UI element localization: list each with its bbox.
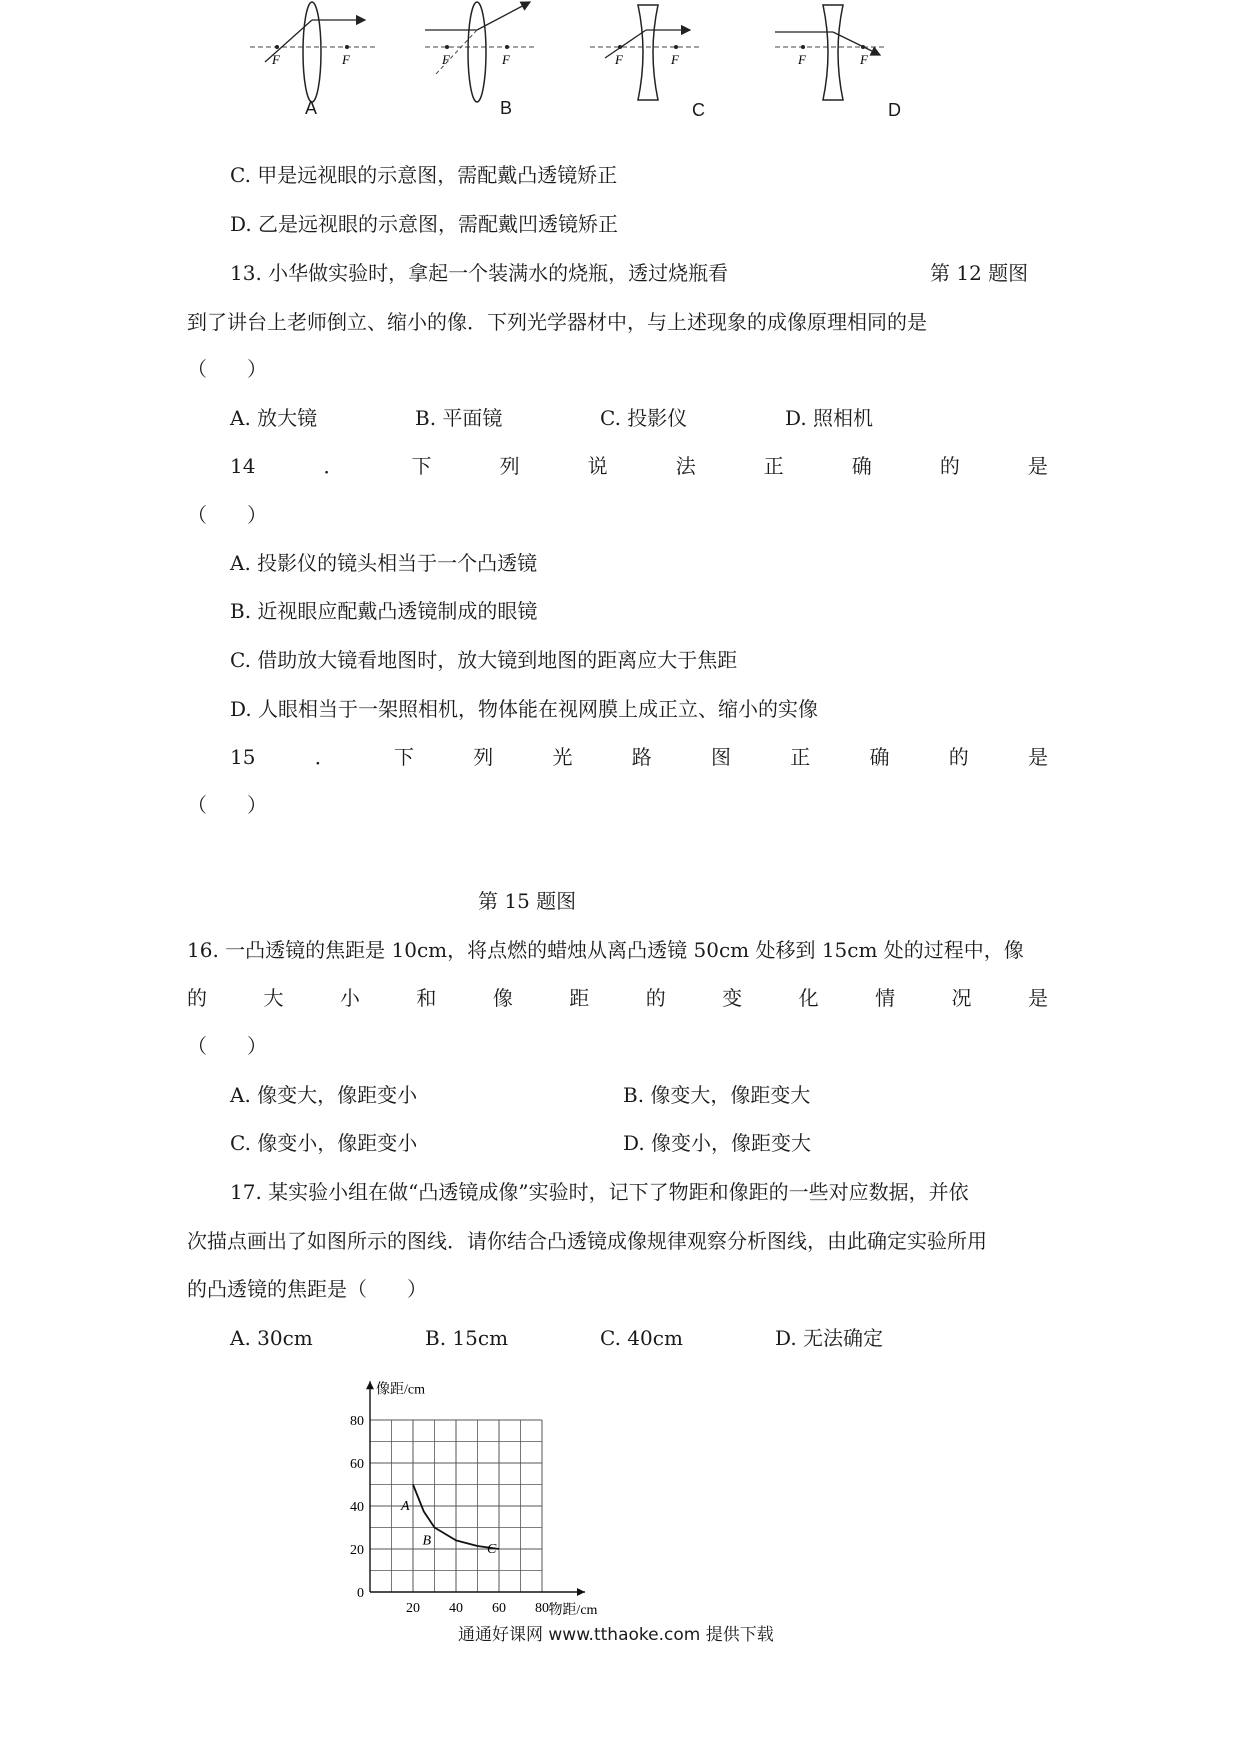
q14-option-c: C. 借助放大镜看地图时，放大镜到地图的距离应大于焦距: [230, 648, 738, 672]
q17-option-a: A. 30cm: [230, 1326, 313, 1350]
q16-word: 像: [492, 986, 513, 1010]
q14-word: 确: [851, 454, 872, 478]
q16-option-b: B. 像变大，像距变大: [623, 1083, 811, 1107]
q16-word: 化: [798, 986, 819, 1010]
q16-word: 的: [645, 986, 666, 1010]
q15-word: 是: [1027, 745, 1048, 769]
q16-word: 况: [951, 986, 972, 1010]
x-tick-label: 80: [535, 1601, 549, 1616]
x-axis-label: 物距/cm: [548, 1603, 598, 1618]
q15-word: 15: [230, 745, 256, 769]
q15-word: 下: [393, 745, 414, 769]
q15-paren: （ ）: [187, 793, 267, 817]
lens-label-b: B: [500, 98, 513, 118]
q16-word: 情: [875, 986, 896, 1010]
q15-word: 列: [473, 745, 494, 769]
point-label-c: C: [487, 1542, 497, 1557]
q16-word: 的: [187, 986, 207, 1010]
y-tick-label: 60: [350, 1457, 364, 1472]
lens-diagrams: [230, 0, 950, 130]
q16-word: 小: [339, 986, 360, 1010]
y-axis-label: 像距/cm: [376, 1382, 425, 1398]
lens-label-a: A: [305, 98, 318, 118]
y-axis-arrow: [366, 1381, 374, 1389]
focal-label: F: [671, 52, 679, 67]
q13-paren: （ ）: [187, 357, 267, 381]
focal-label: F: [798, 52, 806, 67]
q14-word: 说: [587, 454, 608, 478]
q16-word: 距: [569, 986, 590, 1010]
q14-word: 的: [939, 454, 960, 478]
q14-option-d: D. 人眼相当于一架照相机，物体能在视网膜上成正立、缩小的实像: [230, 697, 819, 721]
q14-word: ．: [323, 454, 344, 478]
q16-word: 是: [1027, 986, 1048, 1010]
q16-option-d: D. 像变小，像距变大: [623, 1131, 812, 1155]
q15-word: 光: [552, 745, 573, 769]
q12-option-c: C. 甲是远视眼的示意图，需配戴凸透镜矫正: [230, 163, 618, 187]
q17-chart: [320, 1370, 640, 1620]
q14-stem: [230, 453, 1048, 479]
q14-option-b: B. 近视眼应配戴凸透镜制成的眼镜: [230, 599, 538, 623]
q13-line2: 到了讲台上老师倒立、缩小的像．下列光学器材中，与上述现象的成像原理相同的是: [187, 310, 927, 334]
point-label-b: B: [422, 1533, 432, 1549]
q16-option-c: C. 像变小，像距变小: [230, 1131, 418, 1155]
q17-line3: 的凸透镜的焦距是（ ）: [187, 1277, 427, 1301]
q16-word: 变: [722, 986, 743, 1010]
q17-option-c: C. 40cm: [600, 1326, 683, 1350]
q13-option-d: D. 照相机: [785, 406, 874, 430]
q15-word: 路: [631, 745, 652, 769]
x-tick-label: 20: [406, 1601, 420, 1616]
y-tick-label: 40: [350, 1500, 364, 1515]
q12-figure-caption: 第 12 题图: [930, 261, 1029, 285]
y-tick-label: 0: [357, 1586, 364, 1601]
q16-word: 大: [263, 986, 284, 1010]
q17-line2: 次描点画出了如图所示的图线．请你结合凸透镜成像规律观察分析图线，由此确定实验所用: [187, 1229, 987, 1253]
lens-diagram-d: [775, 5, 885, 100]
q17-line1: 17. 某实验小组在做“凸透镜成像”实验时，记下了物距和像距的一些对应数据，并依: [230, 1180, 969, 1204]
q13-option-a: A. 放大镜: [230, 406, 318, 430]
q17-option-b: B. 15cm: [425, 1326, 509, 1350]
q14-word: 14: [230, 454, 256, 478]
y-tick-label: 80: [350, 1414, 364, 1429]
q14-word: 正: [763, 454, 784, 478]
q14-word: 是: [1027, 454, 1048, 478]
q13-line1: 13. 小华做实验时，拿起一个装满水的烧瓶，透过烧瓶看: [230, 261, 729, 285]
footer-text: 通通好课网 www.tthaoke.com 提供下载: [458, 1625, 774, 1645]
focal-label: F: [615, 52, 623, 67]
point-label-a: A: [401, 1499, 410, 1514]
focal-label: F: [342, 52, 350, 67]
q14-paren: （ ）: [187, 503, 267, 527]
q12-option-d: D. 乙是远视眼的示意图，需配戴凹透镜矫正: [230, 212, 619, 236]
q15-word: 图: [710, 745, 731, 769]
q13-option-c: C. 投影仪: [600, 406, 688, 430]
x-tick-label: 60: [492, 1601, 506, 1616]
x-axis-arrow: [577, 1588, 585, 1596]
q15-word: 确: [869, 745, 890, 769]
q16-line1: 16. 一凸透镜的焦距是 10cm，将点燃的蜡烛从离凸透镜 50cm 处移到 15cm 处的过程中，像: [187, 938, 1024, 962]
q13-option-b: B. 平面镜: [415, 406, 503, 430]
q14-word: 下: [411, 454, 432, 478]
q15-figure-caption: 第 15 题图: [478, 889, 577, 913]
q15-word: 的: [948, 745, 969, 769]
lens-label-d: D: [888, 100, 901, 120]
focal-label: F: [860, 52, 868, 67]
lens-diagram-a: [250, 2, 375, 102]
q16-paren: （ ）: [187, 1034, 267, 1058]
q14-word: 列: [499, 454, 520, 478]
q14-option-a: A. 投影仪的镜头相当于一个凸透镜: [230, 551, 538, 575]
q17-option-d: D. 无法确定: [775, 1326, 884, 1350]
q15-word: ．: [314, 745, 335, 769]
focal-label: F: [272, 52, 280, 67]
q15-stem: [230, 744, 1048, 770]
q16-stem: [187, 985, 1048, 1011]
x-tick-label: 40: [449, 1601, 463, 1616]
focal-label: F: [502, 52, 510, 67]
q16-word: 和: [416, 986, 437, 1010]
lens-diagram-b: [425, 2, 535, 102]
y-tick-label: 20: [350, 1543, 364, 1558]
q15-word: 正: [790, 745, 811, 769]
focal-label: F: [442, 52, 450, 67]
lens-label-c: C: [692, 100, 705, 120]
lens-diagram-c: [590, 5, 700, 100]
q16-option-a: A. 像变大，像距变小: [230, 1083, 418, 1107]
q14-word: 法: [675, 454, 696, 478]
